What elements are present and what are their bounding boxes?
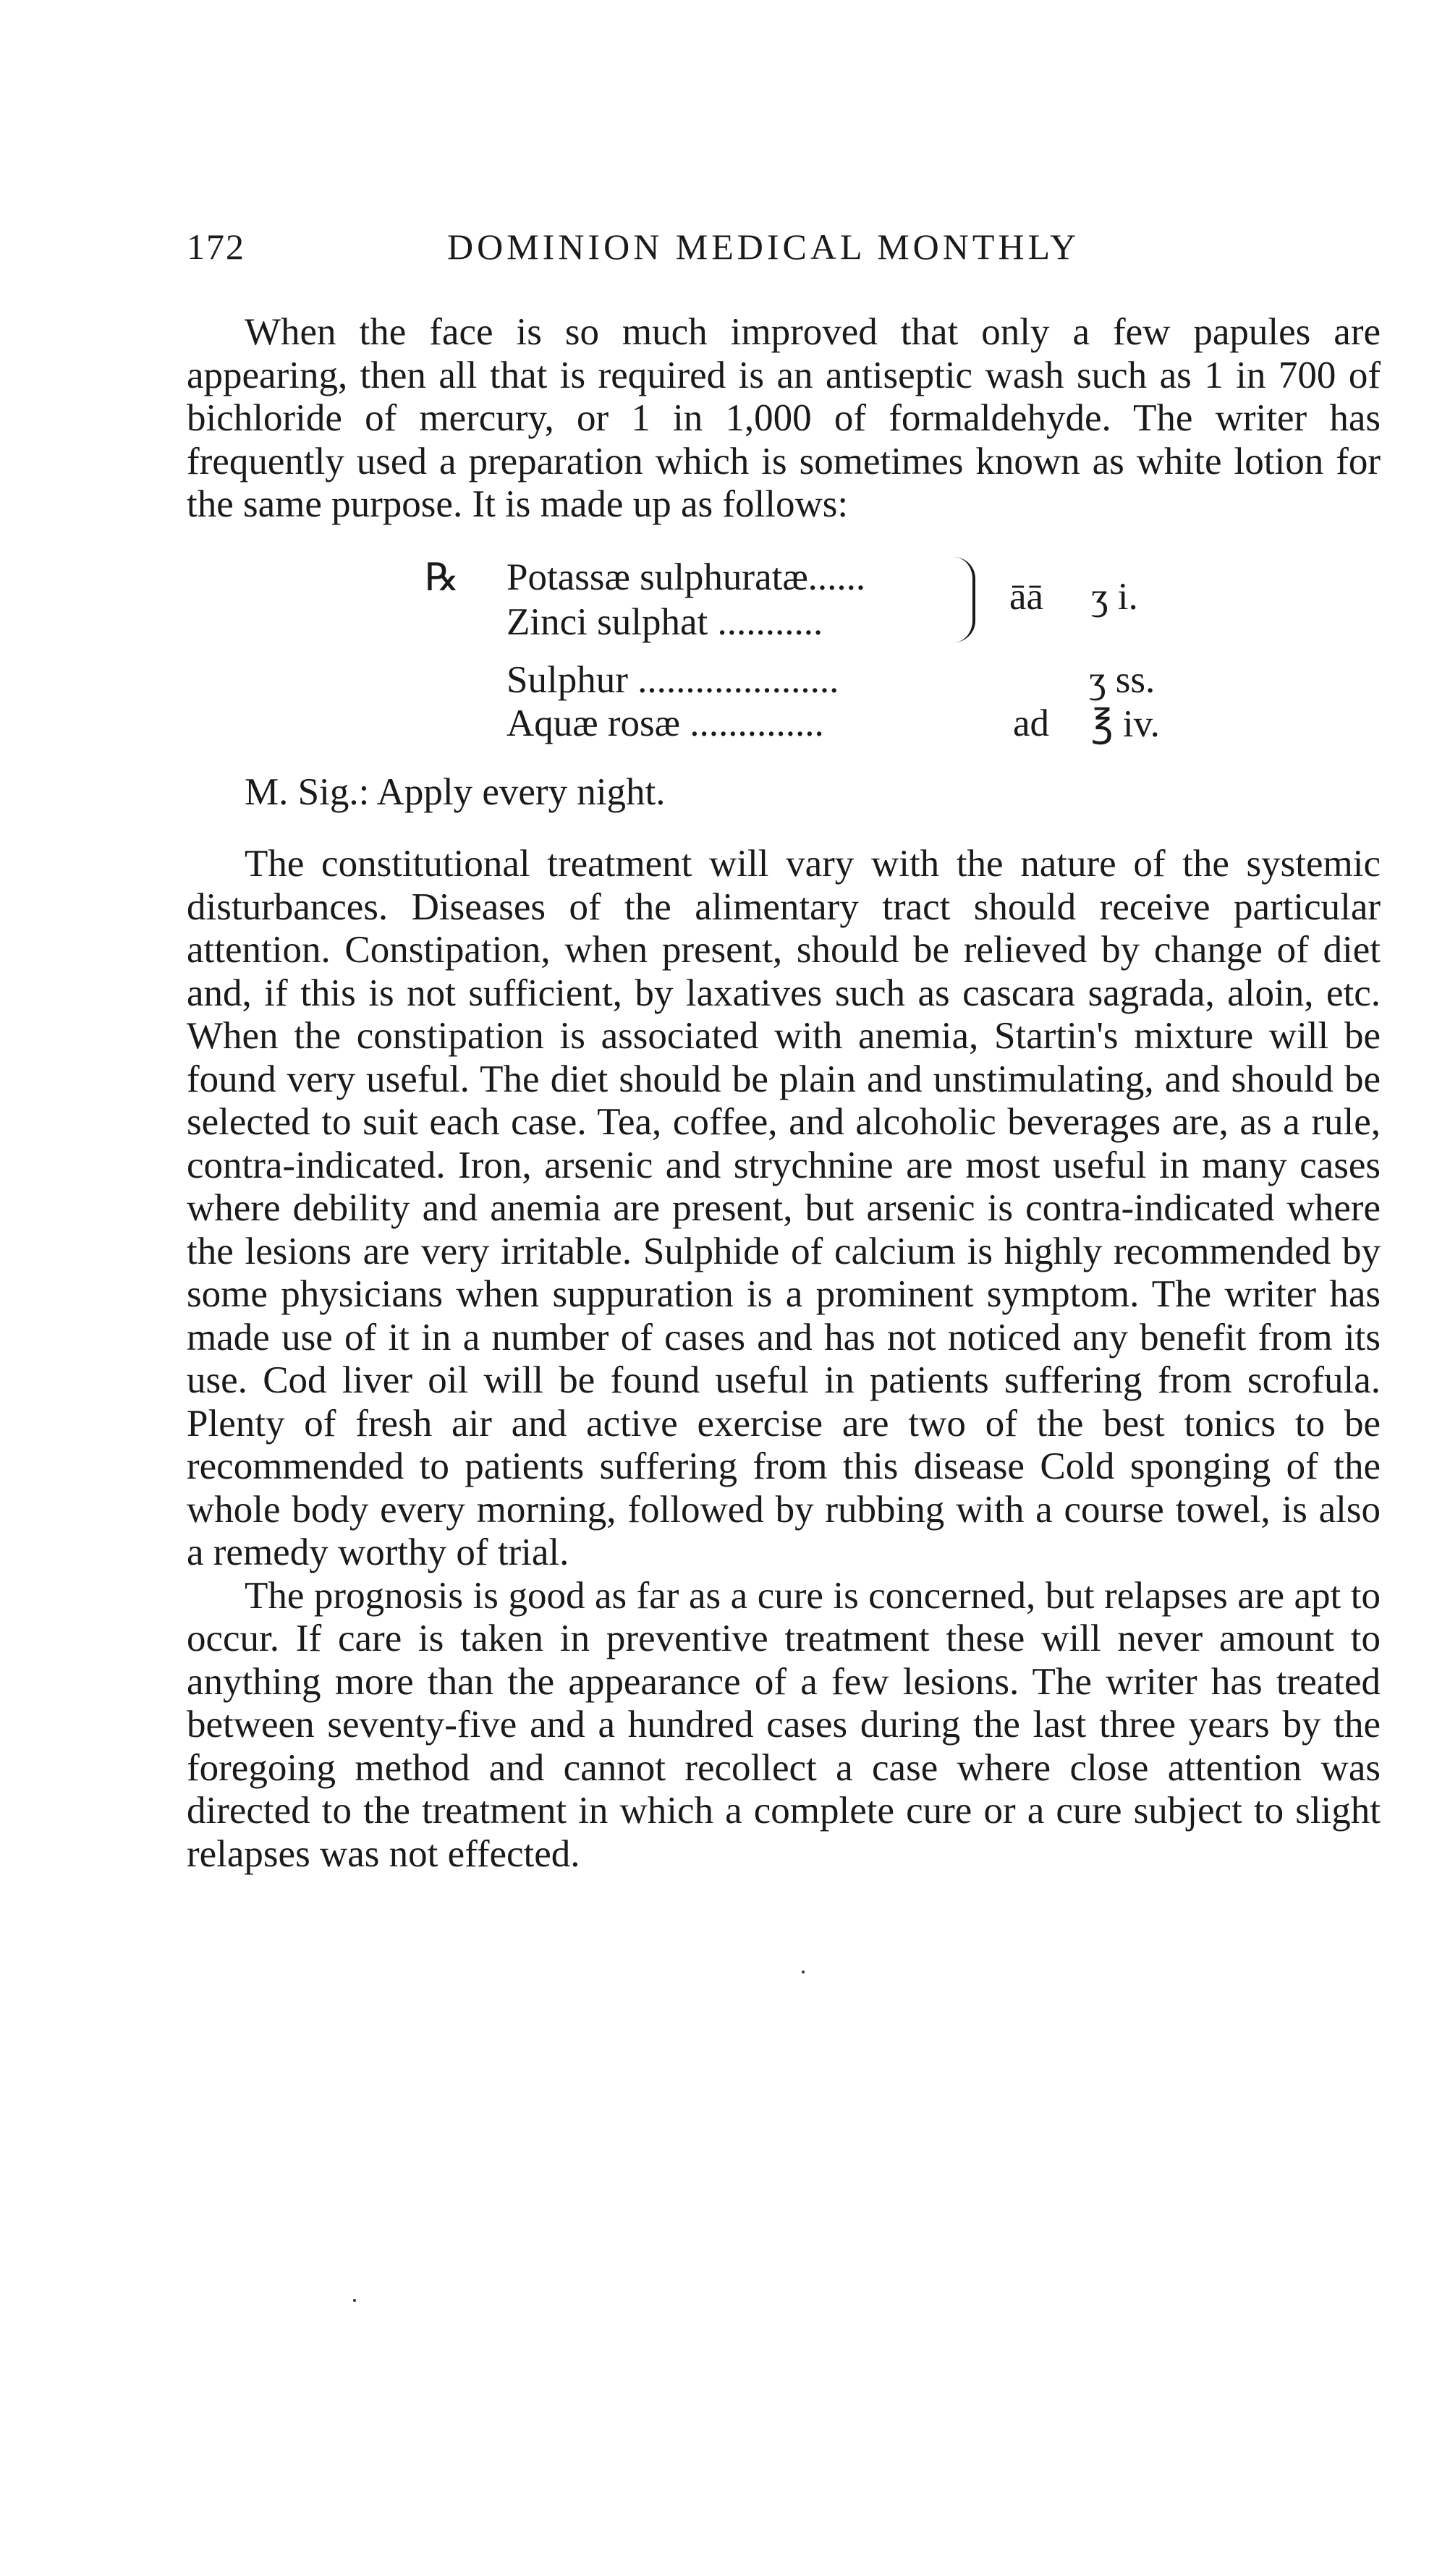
ingredient-sulphur: Sulphur ..................... [506, 659, 839, 701]
ingredient-zinci: Zinci sulphat ........... [506, 601, 823, 643]
paragraph-lotion: When the face is so much improved that only a few papules are appearing, then all that is required is an antiseptic wash such as 1 in 700 of bichloride of mercury, or 1 in 1,000 of formaldehyde. The writer has frequently used a preparation which is sometimes known as white lotion for the same purpose. It is made up as follows: [187, 311, 1381, 525]
ingredient-aquae-rosae: Aquæ rosæ .............. [506, 702, 824, 744]
ad-mark: ad [1013, 702, 1050, 744]
opening-paragraph-block [187, 311, 1381, 527]
treatment-paragraph-block [187, 843, 1381, 1876]
recipe-symbol: ℞ [425, 557, 459, 599]
shared-quantity: ʒ i. [1091, 576, 1138, 618]
aquae-quantity: ℥ iv. [1091, 703, 1160, 745]
print-speck [353, 2299, 356, 2302]
brace-bracket [954, 557, 975, 642]
running-head [187, 217, 1381, 275]
ana-mark: āā [1009, 576, 1044, 618]
signa-line: M. Sig.: Apply every night. [245, 771, 666, 813]
print-speck [802, 1971, 805, 1973]
journal-title: DOMINION MEDICAL MONTHLY [447, 226, 1080, 267]
page-number: 172 [187, 226, 245, 267]
sulphur-quantity: ʒ ss. [1089, 659, 1156, 701]
paragraph-prognosis: The prognosis is good as far as a cure is concerned, but relapses are apt to occur. If care is taken in preventive treatment these will never amount to anything more than the appearance of a few lesions. The writer has treated between seventy-five and a hundred cases during the last three years by the foregoing method and cannot recollect a case where close attention was directed to the treatment in which a complete cure or a cure subject to slight relapses was not effected. [187, 1574, 1381, 1875]
paragraph-constitutional-treatment: The constitutional treatment will vary with the nature of the systemic disturbances. Diseases of the alimentary tract should receive particular attention. Constipation, when present, should be relieved by change of diet and, if this is not sufficient, by laxatives such as cascara sagrada, aloin, etc. When the constipation is associated with anemia, Startin's mixture will be found very useful. The diet should be plain and unstimulating, and should be selected to suit each case. Tea, coffee, and alcoholic beverages are, as a rule, contra-indicated. Iron, arsenic and strychnine are most useful in many cases where debility and anemia are present, but arsenic is contra-indicated where the lesions are very irritable. Sulphide of calcium is highly recommended by some physicians when suppuration is a prominent symptom. The writer has made use of it in a number of cases and has not noticed any benefit from its use. Cod liver oil will be found useful in patients suffering from scrofula. Plenty of fresh air and active exercise are two of the best tonics to be recommended to patients suffering from this disease Cold sponging of the whole body every morning, followed by rubbing with a course towel, is also a remedy worthy of trial. [187, 843, 1381, 1573]
ingredient-potassae: Potassæ sulphuratæ...... [506, 556, 866, 598]
